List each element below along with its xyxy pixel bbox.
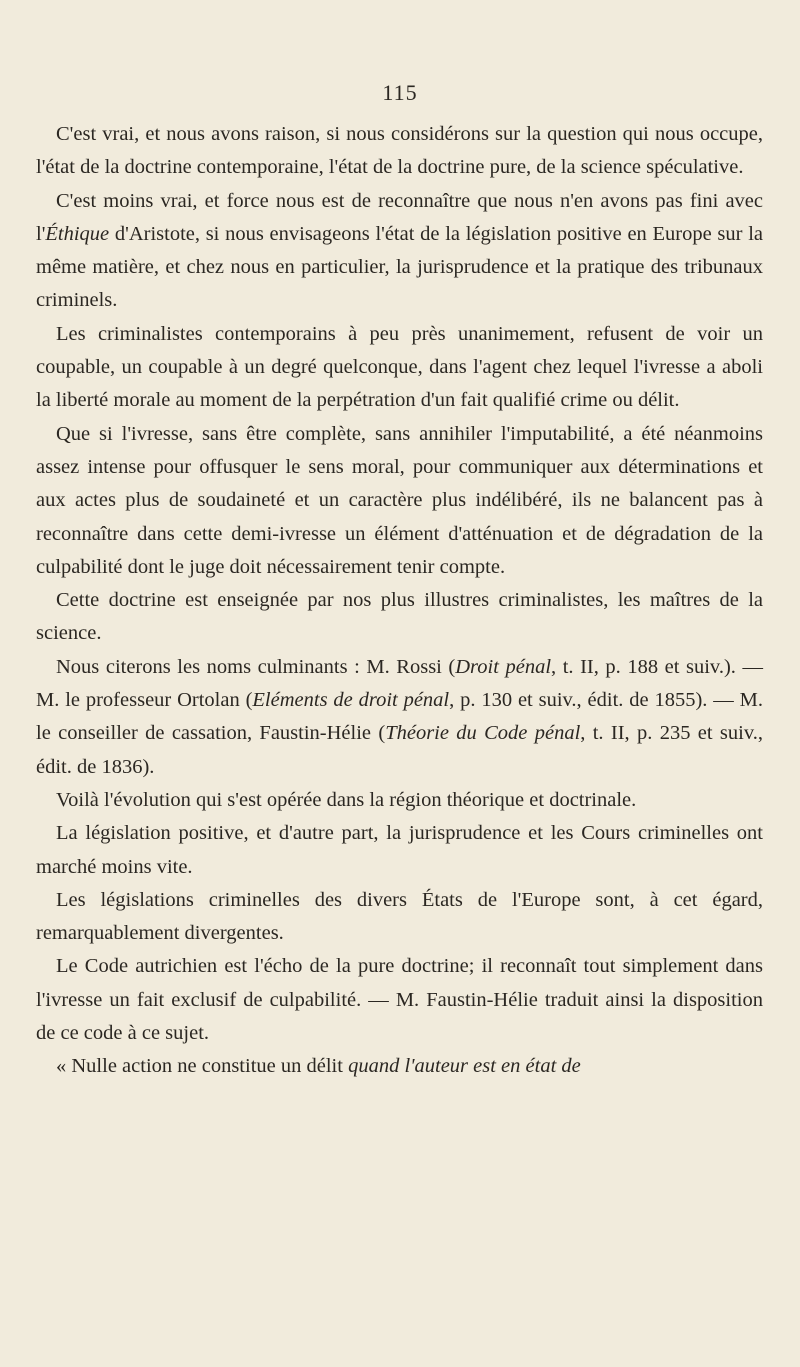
paragraph-text: , p. 130 et suiv., édit. de 1855). — M. le conseiller de cassation, Faustin-Hélie ( (36, 689, 763, 745)
paragraph (36, 817, 763, 884)
italic-text: Théorie du Code pénal (385, 722, 581, 745)
paragraph-text: d'Aristote, si nous envisageons l'état de la législation positive en Europe sur la même matière, et chez nous en particulier, la jurisprudence et la pratique des tribunaux criminels. (36, 222, 763, 312)
paragraph (36, 584, 763, 651)
paragraph-text: Que si l'ivresse, sans être complète, sans annihiler l'imputabilité, a été néanmoins assez intense pour offusquer le sens moral, pour communiquer aux déterminations et aux actes plus de soudaineté et un caractère plus indélibéré, ils ne balancent pas à reconnaître dans cette demi-ivresse un élément d'atténuation et de dégradation de la culpabilité dont le juge doit nécessairement tenir compte. (36, 422, 763, 578)
paragraph (36, 884, 763, 951)
paragraph-text: Nous citerons les noms culminants : M. Rossi ( (56, 655, 456, 678)
paragraph-text: , t. II, p. 188 et suiv.). — M. le professeur Ortolan ( (36, 655, 763, 712)
paragraph (36, 784, 763, 817)
page-number: 115 (382, 80, 418, 105)
paragraph-text: La législation positive, et d'autre part, la jurisprudence et les Cours criminelles ont marché moins vite. (36, 822, 763, 878)
paragraph-text: Les criminalistes contemporains à peu près unanimement, refusent de voir un coupable, un coupable à un degré quelconque, dans l'agent chez lequel l'ivresse a aboli la liberté morale au moment de la perpétration d'un fait qualifié crime ou délit. (36, 322, 763, 412)
paragraph (36, 1050, 763, 1083)
paragraph-text: C'est vrai, et nous avons raison, si nous considérons sur la question qui nous occupe, l'état de la doctrine contemporaine, l'état de la doctrine pure, de la science spéculative. (36, 123, 763, 179)
paragraph (36, 950, 763, 1050)
body-text (36, 118, 763, 1084)
paragraph-text: Le Code autrichien est l'écho de la pure doctrine; il reconnaît tout simplement dans l'ivresse un fait exclusif de culpabilité. — M. Faustin-Hélie traduit ainsi la disposition de ce code à ce sujet. (36, 955, 763, 1045)
paragraph (36, 318, 763, 418)
paragraph (36, 185, 763, 318)
paragraph (36, 651, 763, 784)
paragraph-text: Voilà l'évolution qui s'est opérée dans la région théorique et doctrinale. (56, 788, 637, 811)
paragraph-text: « Nulle action ne constitue un délit (56, 1055, 349, 1078)
italic-text: quand l'auteur est en état de (348, 1055, 581, 1078)
paragraph (36, 118, 763, 185)
paragraph-text: , t. II, p. 235 et suiv., édit. de 1836). (36, 722, 764, 778)
italic-text: Éthique (45, 222, 110, 245)
paragraph-text: C'est moins vrai, et force nous est de reconnaître que nous n'en avons pas fini avec l' (36, 189, 763, 245)
italic-text: Droit pénal (455, 655, 552, 678)
paragraph-text: Les législations criminelles des divers États de l'Europe sont, à cet égard, remarquablement divergentes. (36, 888, 763, 945)
italic-text: Eléments de droit pénal (252, 689, 450, 712)
paragraph-text: Cette doctrine est enseignée par nos plus illustres criminalistes, les maîtres de la science. (36, 589, 763, 645)
paragraph (36, 418, 763, 584)
